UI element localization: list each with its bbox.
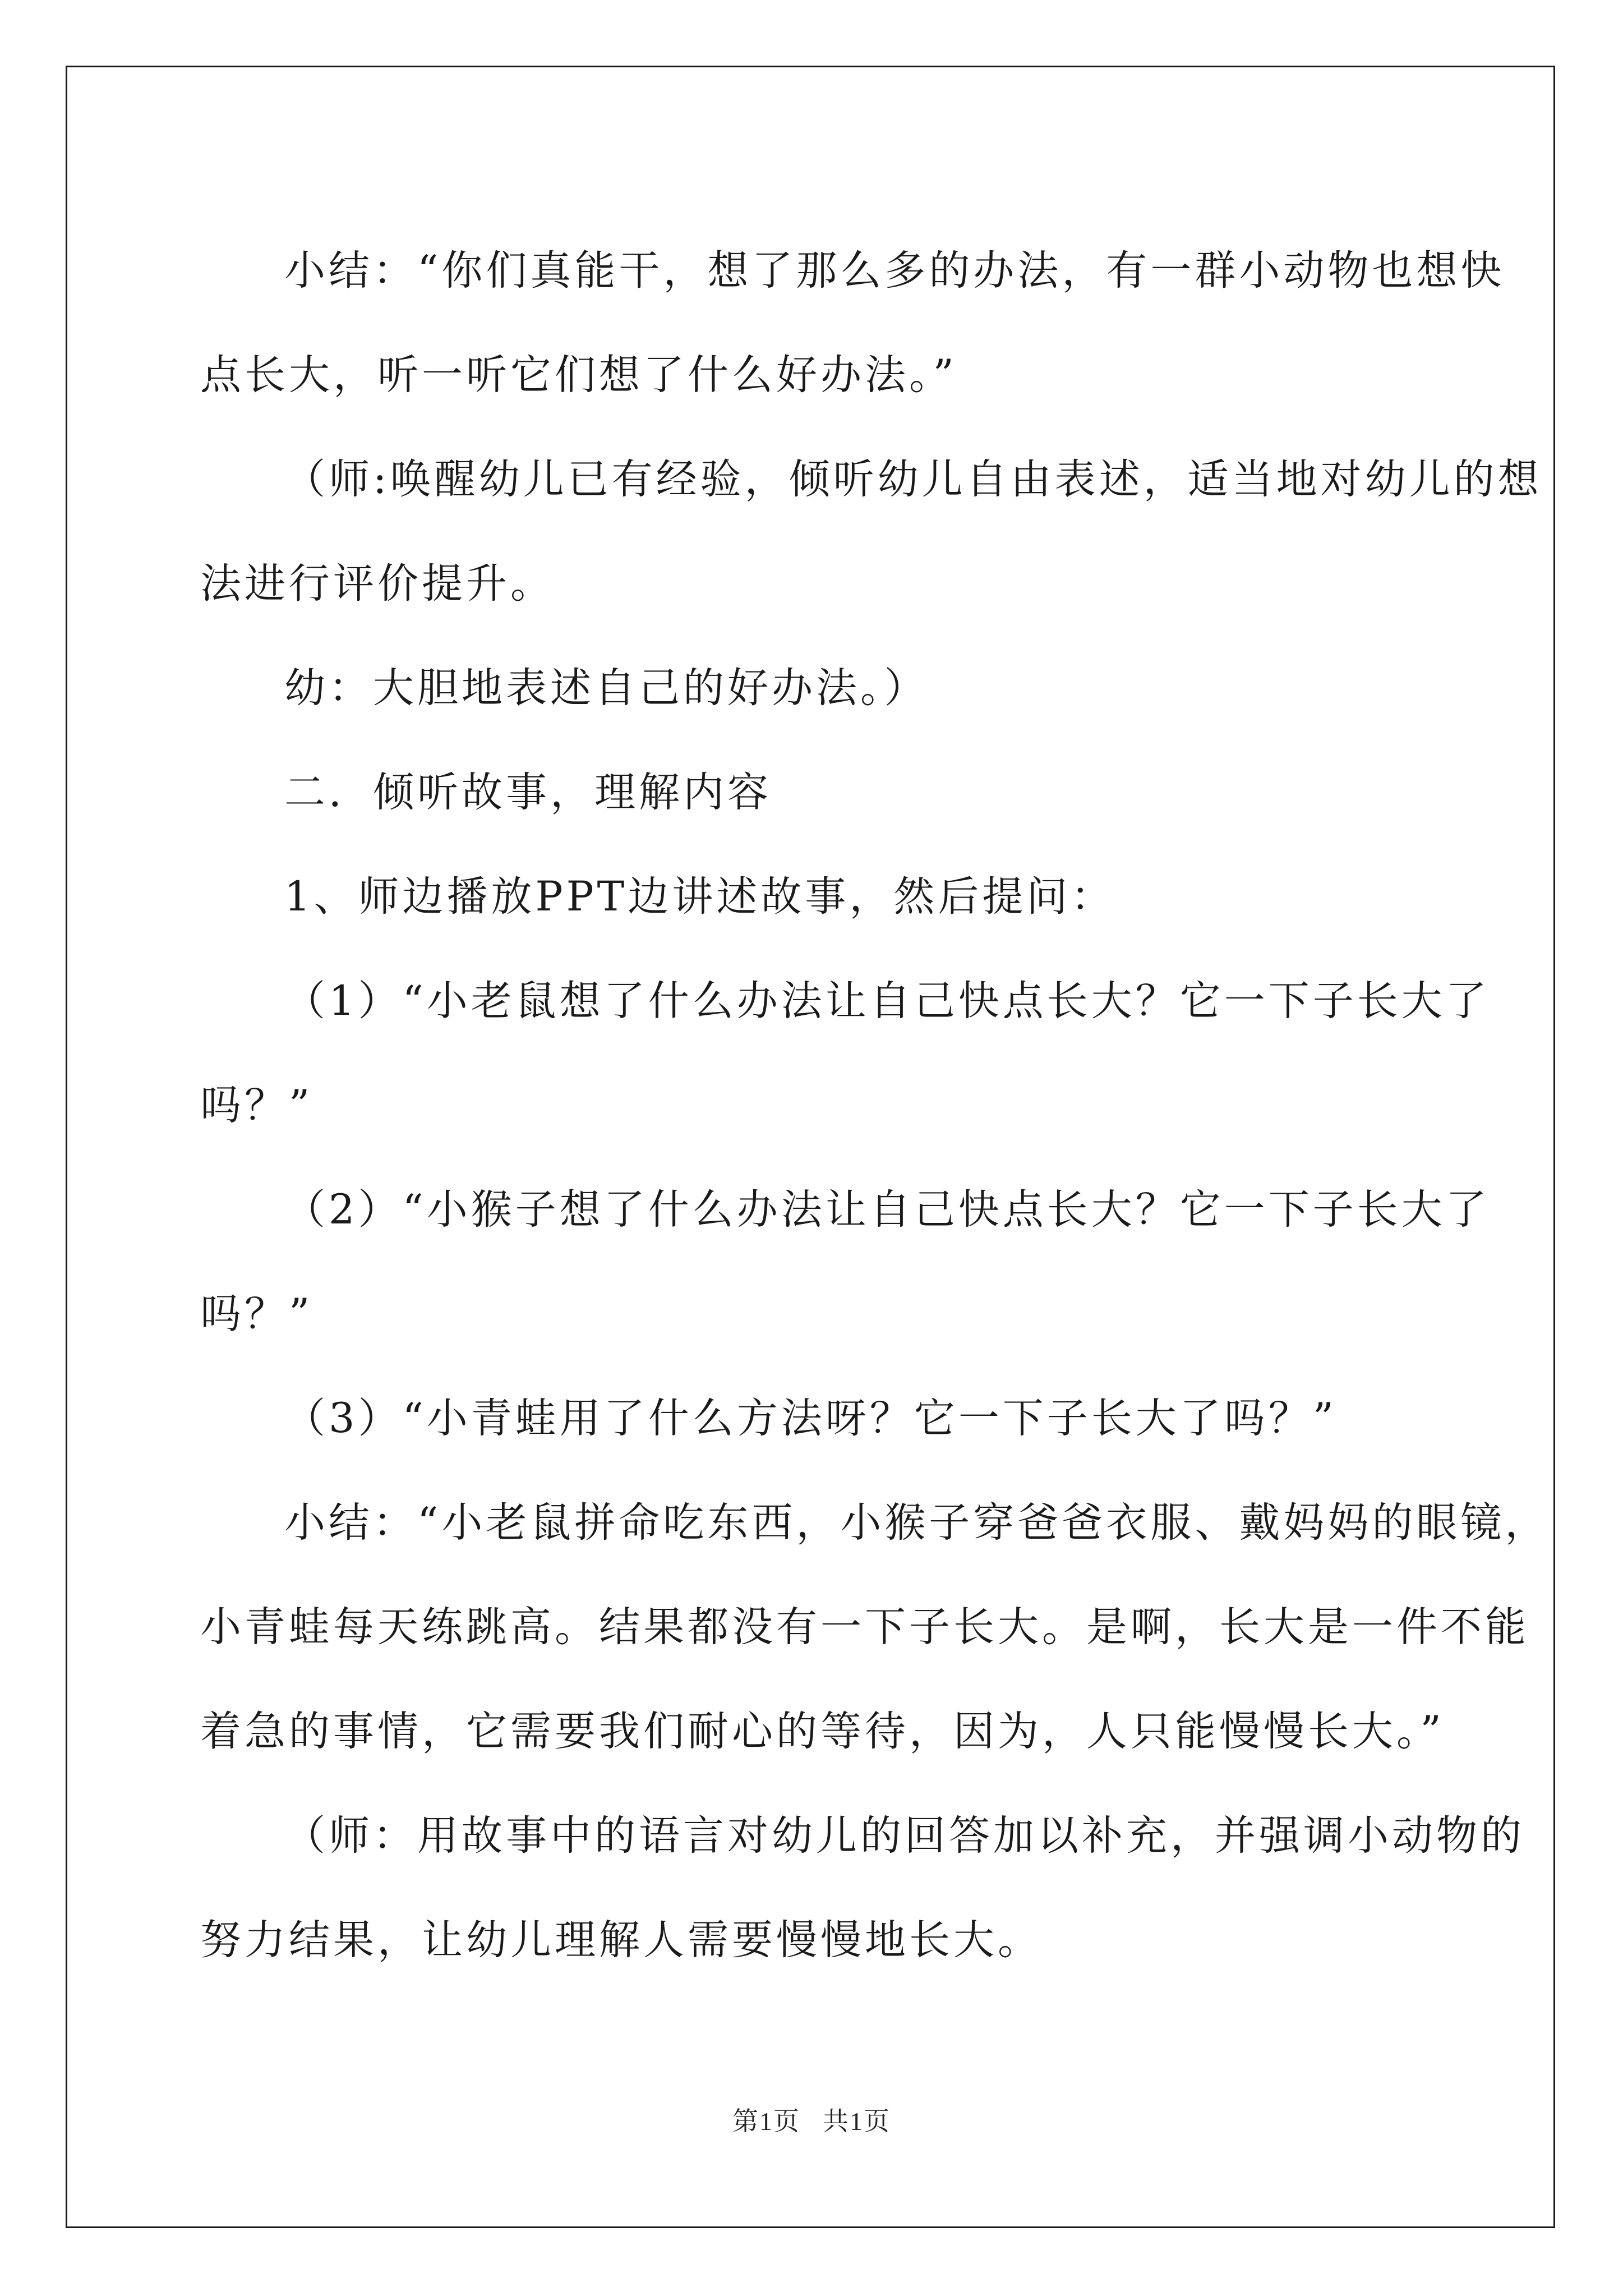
summary-paragraph-2-line-1: 小结：“小老鼠拼命吃东西，小猴子穿爸爸衣服、戴妈妈的眼镜， [284,1499,1550,1547]
question-3-line: （3）“小青蛙用了什么方法呀？它一下子长大了吗？” [284,1395,1338,1442]
summary-paragraph-2-line-2: 小青蛙每天练跳高。结果都没有一下子长大。是啊，长大是一件不能 [200,1603,1529,1651]
teacher-note-2-line-2: 努力结果，让幼儿理解人需要慢慢地长大。 [200,1916,1042,1964]
question-1-line-1: （1）“小老鼠想了什么办法让自己快点长大？它一下子长大了 [284,977,1490,1025]
teacher-note-2-line-1: （师：用故事中的语言对幼儿的回答加以补充，并强调小动物的 [284,1812,1525,1860]
question-2-line-2: 吗？” [200,1290,313,1338]
question-1-line-2: 吗？” [200,1082,313,1129]
summary-paragraph-2-line-3: 着急的事情，它需要我们耐心的等待，因为，人只能慢慢长大。” [200,1708,1445,1755]
child-note-line: 幼：大胆地表述自己的好办法。） [284,664,929,712]
summary-paragraph-1-line-1: 小结：“你们真能干，想了那么多的办法，有一群小动物也想快 [284,247,1505,295]
question-2-line-1: （2）“小猴子想了什么办法让自己快点长大？它一下子长大了 [284,1186,1490,1234]
section-heading: 二．倾听故事，理解内容 [284,769,772,816]
page-footer [0,2101,1623,2138]
document-body [200,219,1550,1993]
page-number-current: 第1页 [732,2107,800,2136]
teacher-note-line-2: 法进行评价提升。 [200,560,555,608]
teacher-note-line-1: （师:唤醒幼儿已有经验，倾听幼儿自由表述，适当地对幼儿的想 [284,455,1542,503]
step-1-line: 1、师边播放PPT边讲述故事，然后提问： [284,873,1115,921]
summary-paragraph-1-line-2: 点长大，听一听它们想了什么好办法。” [200,351,957,399]
page-number-total: 共1页 [823,2107,891,2136]
